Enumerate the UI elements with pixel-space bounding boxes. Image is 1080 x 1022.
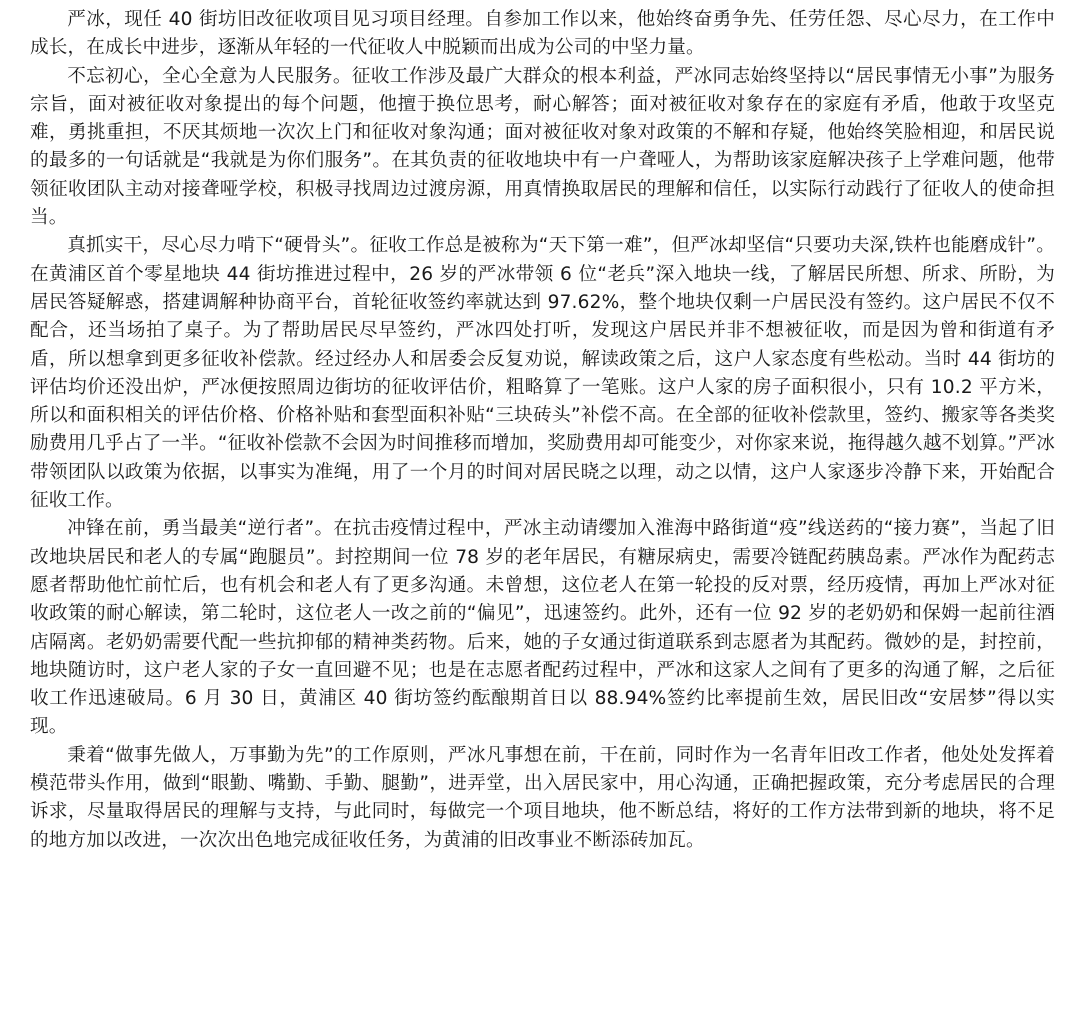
paragraph-hard-work: 真抓实干，尽心尽力啃下“硬骨头”。征收工作总是被称为“天下第一难”，但严冰却坚信“只要功夫深,铁杵也能磨成针”。在黄浦区首个零星地块 44 街坊推进过程中，26 岁的严冰带领 6 位“老兵”深入地块一线，了解居民所想、所求、所盼，为居民答疑解惑，搭建调解种协商平台，首轮征收签约率就达到 97.62%，整个地块仅剩一户居民没有签约。这户居民不仅不配合，还当场拍了桌子。为了帮助居民尽早签约，严冰四处打听，发现这户居民并非不想被征收，而是因为曾和街道有矛盾，所以想拿到更多征收补偿款。经过经办人和居委会反复劝说，解读政策之后，这户人家态度有些松动。当时 44 街坊的评估均价还没出炉，严冰便按照周边街坊的征收评估价，粗略算了一笔账。这户人家的房子面积很小，只有 10.2 平方米，所以和面积相关的评估价格、价格补贴和套型面积补贴“三块砖头”补偿不高。在全部的征收补偿款里，签约、搬家等各类奖励费用几乎占了一半。“征收补偿款不会因为时间推移而增加，奖励费用却可能变少，对你家来说，拖得越久越不划算。”严冰带领团队以政策为依据，以事实为准绳，用了一个月的时间对居民晓之以理，动之以情，这户人家逐步冷静下来，开始配合征收工作。 <box>30 235 1055 512</box>
paragraph-intro: 严冰，现任 40 街坊旧改征收项目见习项目经理。自参加工作以来，他始终奋勇争先、任劳任怨、尽心尽力，在工作中成长，在成长中进步，逐渐从年轻的一代征收人中脱颖而出成为公司的中坚力量。 <box>30 9 1055 59</box>
article-body <box>30 6 1055 855</box>
paragraph-epidemic: 冲锋在前，勇当最美“逆行者”。在抗击疫情过程中，严冰主动请缨加入淮海中路街道“疫”线送药的“接力赛”，当起了旧改地块居民和老人的专属“跑腿员”。封控期间一位 78 岁的老年居民，有糖尿病史，需要冷链配药胰岛素。严冰作为配药志愿者帮助他忙前忙后，也有机会和老人有了更多沟通。未曾想，这位老人在第一轮投的反对票，经历疫情，再加上严冰对征收政策的耐心解读，第二轮时，这位老人一改之前的“偏见”，迅速签约。此外，还有一位 92 岁的老奶奶和保姆一起前往酒店隔离。老奶奶需要代配一些抗抑郁的精神类药物。后来，她的子女通过街道联系到志愿者为其配药。微妙的是，封控前，地块随访时，这户老人家的子女一直回避不见；也是在志愿者配药过程中，严冰和这家人之间有了更多的沟通了解，之后征收工作迅速破局。6 月 30 日，黄浦区 40 街坊签约酝酿期首日以 88.94%签约比率提前生效，居民旧改“安居梦”得以实现。 <box>30 518 1055 738</box>
paragraph-service: 不忘初心，全心全意为人民服务。征收工作涉及最广大群众的根本利益，严冰同志始终坚持以“居民事情无小事”为服务宗旨，面对被征收对象提出的每个问题，他擅于换位思考，耐心解答；面对被征收对象存在的家庭有矛盾，他敢于攻坚克难，勇挑重担，不厌其烦地一次次上门和征收对象沟通；面对被征收对象对政策的不解和存疑，他始终笑脸相迎，和居民说的最多的一句话就是“我就是为你们服务”。在其负责的征收地块中有一户聋哑人，为帮助该家庭解决孩子上学难问题，他带领征收团队主动对接聋哑学校，积极寻找周边过渡房源，用真情换取居民的理解和信任，以实际行动践行了征收人的使命担当。 <box>30 65 1055 229</box>
paragraph-principles: 秉着“做事先做人，万事勤为先”的工作原则，严冰凡事想在前，干在前，同时作为一名青年旧改工作者，他处处发挥着模范带头作用，做到“眼勤、嘴勤、手勤、腿勤”，进弄堂，出入居民家中，用心沟通，正确把握政策，充分考虑居民的合理诉求，尽量取得居民的理解与支持，与此同时，每做完一个项目地块，他不断总结，将好的工作方法带到新的地块，将不足的地方加以改进，一次次出色地完成征收任务，为黄浦的旧改事业不断添砖加瓦。 <box>30 744 1055 851</box>
